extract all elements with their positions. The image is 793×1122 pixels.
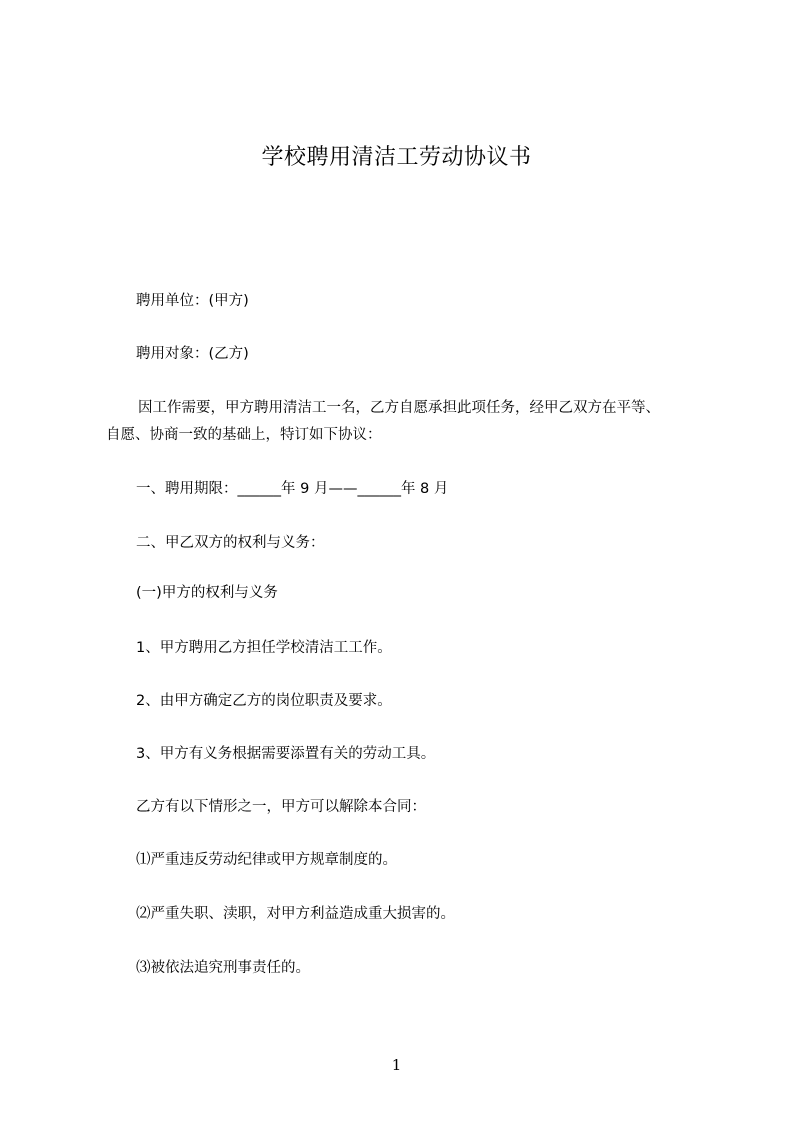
list-item: 2、由甲方确定乙方的岗位职责及要求。 bbox=[136, 693, 392, 709]
party-a-heading: (一)甲方的权利与义务 bbox=[136, 585, 278, 601]
term-line: 一、聘用期限：______年 9 月——______年 8 月 bbox=[136, 481, 449, 497]
intro-paragraph-line-1: 因工作需要，甲方聘用清洁工一名，乙方自愿承担此项任务，经甲乙双方在平等、 bbox=[138, 400, 660, 416]
employee-line: 聘用对象：(乙方) bbox=[136, 346, 249, 362]
intro-paragraph-line-2: 自愿、协商一致的基础上，特订如下协议： bbox=[106, 427, 382, 443]
employer-line: 聘用单位：(甲方) bbox=[136, 293, 249, 309]
document-title: 学校聘用清洁工劳动协议书 bbox=[261, 145, 532, 170]
page-number: 1 bbox=[391, 1056, 402, 1074]
termination-intro: 乙方有以下情形之一，甲方可以解除本合同： bbox=[136, 799, 426, 815]
termination-item: ⑴严重违反劳动纪律或甲方规章制度的。 bbox=[136, 852, 397, 868]
rights-heading: 二、甲乙双方的权利与义务： bbox=[136, 535, 325, 551]
list-item: 1、甲方聘用乙方担任学校清洁工工作。 bbox=[136, 640, 392, 656]
termination-item: ⑶被依法追究刑事责任的。 bbox=[136, 960, 310, 976]
list-item: 3、甲方有义务根据需要添置有关的劳动工具。 bbox=[136, 746, 436, 762]
termination-item: ⑵严重失职、渎职，对甲方利益造成重大损害的。 bbox=[136, 906, 455, 922]
